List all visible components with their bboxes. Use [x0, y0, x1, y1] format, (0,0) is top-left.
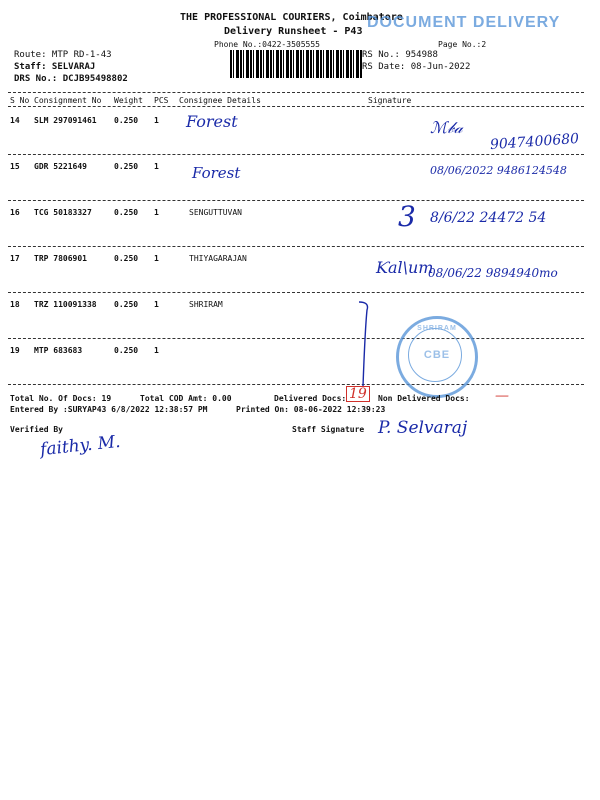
row-weight: 0.250: [114, 300, 139, 309]
divider: [8, 384, 584, 385]
entered-by: Entered By :SURYAP43 6/8/2022 12:38:57 PM: [10, 405, 208, 414]
phone-number: Phone No.:0422-3505555: [214, 40, 320, 49]
row-consignment: TRZ 110091338: [34, 300, 97, 309]
staff-signature-label: Staff Signature: [292, 425, 365, 434]
divider: [8, 292, 584, 293]
signature-scribble: Ƙal\um: [376, 258, 434, 277]
handwritten-date-phone: 08/06/2022 9486124548: [430, 164, 567, 177]
stamp-center-text: CBE: [423, 349, 451, 361]
staff-signature: P. Selvaraj: [378, 418, 468, 438]
delivered-count-hand: 19: [346, 386, 370, 402]
row-weight: 0.250: [114, 254, 139, 263]
row-weight: 0.250: [114, 116, 139, 125]
page-number: Page No.:2: [438, 40, 487, 49]
row-pcs: 1: [154, 300, 159, 309]
divider: [8, 338, 584, 339]
row-pcs: 1: [154, 254, 159, 263]
rs-number: RS No.: 954988: [362, 50, 438, 60]
col-sno: S No: [10, 96, 30, 105]
col-weight: Weight: [114, 96, 143, 105]
row-sno: 19: [10, 346, 20, 355]
staff: Staff: SELVARAJ: [14, 62, 96, 72]
divider: [8, 200, 584, 201]
row-consignment: GDR 5221649: [34, 162, 87, 171]
runsheet-title: Delivery Runsheet - P43: [224, 26, 363, 37]
row-pcs: 1: [154, 116, 159, 125]
non-delivered-mark: —: [495, 388, 509, 404]
row-sno: 16: [10, 208, 20, 217]
row-consignee: THIYAGARAJAN: [189, 254, 247, 263]
verified-by-label: Verified By: [10, 425, 63, 434]
round-stamp: [396, 316, 478, 398]
divider: [8, 154, 584, 155]
company-name: THE PROFESSIONAL COURIERS, Coimbatore: [180, 12, 403, 23]
row-weight: 0.250: [114, 162, 139, 171]
row-sno: 18: [10, 300, 20, 309]
delivered-docs: Delivered Docs:: [274, 394, 347, 403]
col-consignment: Consignment No: [34, 96, 102, 105]
row-pcs: 1: [154, 208, 159, 217]
row-consignee: SHRIRAM: [189, 300, 223, 309]
verified-by-signature: faithy. M.: [39, 431, 122, 461]
route: Route: MTP RD-1-43: [14, 50, 112, 60]
col-signature: Signature: [368, 96, 412, 105]
total-docs: Total No. Of Docs: 19: [10, 394, 112, 403]
signature-scribble: ℳ𝒷𝒶: [430, 118, 463, 137]
handwritten-consignee: Forest: [192, 164, 241, 182]
row-consignment: MTP 683683: [34, 346, 83, 355]
row-consignment: TRP 7806901: [34, 254, 87, 263]
divider: [8, 106, 584, 107]
row-pcs: 1: [154, 162, 159, 171]
barcode: [230, 50, 362, 78]
handwritten-date-phone: 8/6/22 24472 54: [430, 210, 547, 226]
handwritten-date-phone: 08/06/22 9894940mo: [428, 266, 558, 280]
document-delivery-stamp: DOCUMENT DELIVERY: [367, 14, 561, 31]
printed-on: Printed On: 08-06-2022 12:39:23: [236, 405, 386, 414]
total-cod: Total COD Amt: 0.00: [140, 394, 232, 403]
row-consignee: SENGUTTUVAN: [189, 208, 242, 217]
pen-stroke: [355, 300, 375, 390]
col-pcs: PCS: [154, 96, 169, 105]
divider: [8, 92, 584, 93]
row-sno: 17: [10, 254, 20, 263]
rs-date: RS Date: 08-Jun-2022: [362, 62, 471, 72]
row-consignment: SLM 297091461: [34, 116, 97, 125]
row-consignment: TCG 50183327: [34, 208, 92, 217]
divider: [8, 246, 584, 247]
non-delivered-docs: Non Delivered Docs:: [378, 394, 470, 403]
row-weight: 0.250: [114, 346, 139, 355]
drs-number: DRS No.: DCJB95498802: [14, 74, 128, 84]
handwritten-consignee: Forest: [186, 112, 238, 131]
col-consignee: Consignee Details: [179, 96, 261, 105]
stamp-top-text: SHRIRAM: [417, 325, 457, 332]
row-sno: 15: [10, 162, 20, 171]
signature-scribble: 3: [398, 200, 416, 233]
row-pcs: 1: [154, 346, 159, 355]
row-weight: 0.250: [114, 208, 139, 217]
row-sno: 14: [10, 116, 20, 125]
handwritten-phone: 9047400680: [489, 130, 580, 154]
